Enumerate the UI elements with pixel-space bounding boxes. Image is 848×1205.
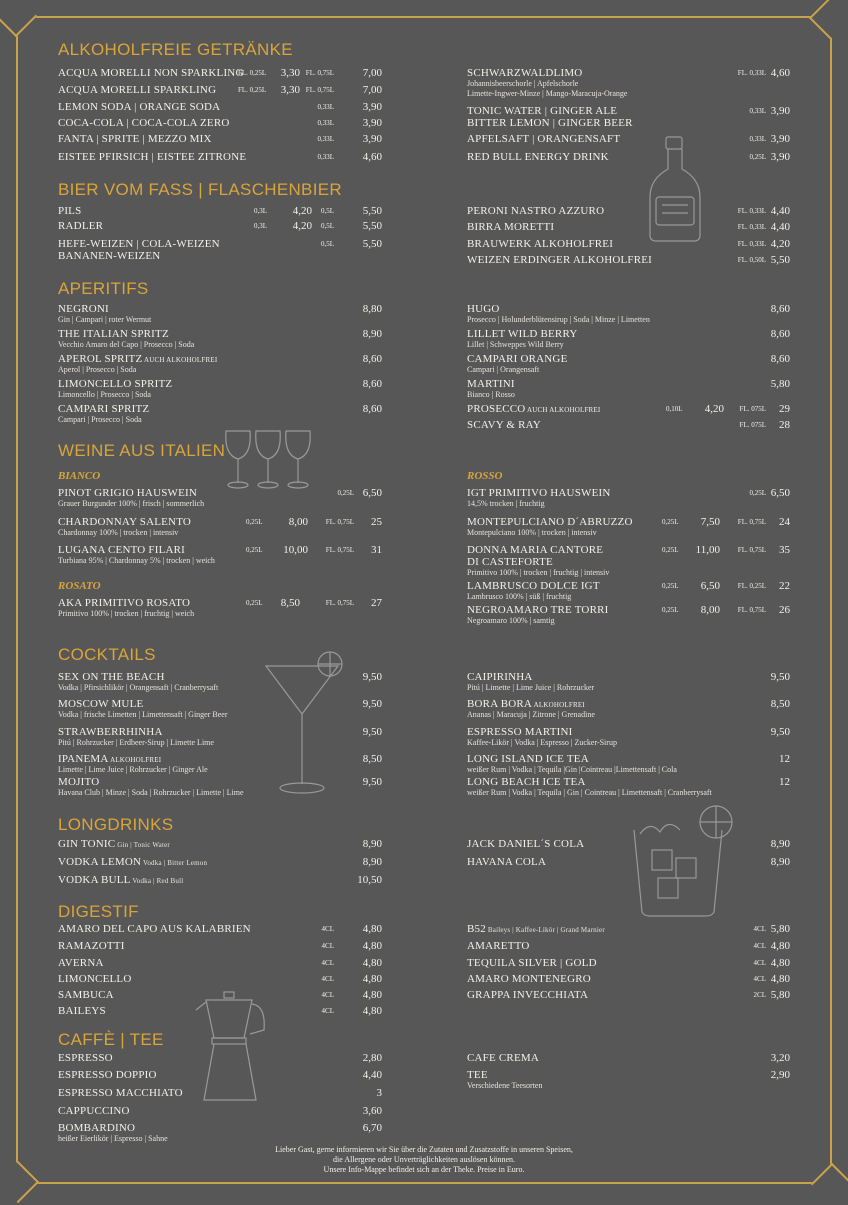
item-name: TEQUILA SILVER | GOLD — [467, 957, 597, 969]
price: 12 — [779, 753, 790, 765]
item-description: Vecchio Amaro del Capo | Prosecco | Soda — [58, 340, 195, 349]
price: 4,20 — [292, 205, 312, 217]
price: 31 — [371, 544, 382, 556]
item-name: APFELSAFT | ORANGENSAFT — [467, 133, 621, 145]
price: 8,90 — [770, 856, 790, 868]
price: 4,80 — [362, 940, 382, 952]
price: 4,80 — [770, 973, 790, 985]
volume: 0,3L — [254, 222, 268, 230]
item-name: MOSCOW MULE — [58, 698, 144, 710]
item-name: AVERNA — [58, 957, 104, 969]
item-name: HEFE-WEIZEN | COLA-WEIZEN — [58, 238, 220, 250]
tumbler-glass-illustration — [630, 800, 736, 920]
volume: 0,25L — [246, 546, 263, 554]
volume: FL. 0,75L — [325, 599, 354, 607]
price: 4,80 — [770, 957, 790, 969]
volume: FL. 0,33L — [737, 69, 766, 77]
section-heading: COCKTAILS — [58, 645, 156, 664]
price: 5,80 — [770, 989, 790, 1001]
item-name: GRAPPA INVECCHIATA — [467, 989, 589, 1001]
price: 5,50 — [362, 238, 382, 250]
item-name: GIN TONIC Gin | Tonic Water — [58, 838, 170, 850]
volume: 4CL — [321, 925, 334, 933]
item-description: Chardonnay 100% | trocken | intensiv — [58, 528, 179, 537]
price: 8,00 — [288, 516, 308, 528]
volume: FL. 0,75L — [737, 546, 766, 554]
item-name: PROSECCO AUCH ALKOHOLFREI — [467, 403, 601, 415]
item-inline-description: Baileys | Kaffee-Likör | Grand Marnier — [485, 926, 605, 934]
price: 5,80 — [770, 923, 790, 935]
item-description: Limette | Lime Juice | Rohrzucker | Ginger Ale — [58, 765, 208, 774]
price: 28 — [779, 419, 790, 431]
item-name: SCAVY & RAY — [467, 419, 541, 431]
item-description: weißer Rum | Vodka | Tequila |Gin |Cointreau |Limettensaft | Cola — [467, 765, 677, 774]
price: 4,80 — [362, 957, 382, 969]
item-name: WEIZEN ERDINGER ALKOHOLFREI — [467, 254, 653, 266]
price: 3,90 — [362, 101, 382, 113]
price: 4,80 — [362, 973, 382, 985]
volume: FL. 0,75L — [737, 606, 766, 614]
item-name: CAPPUCCINO — [58, 1105, 130, 1117]
price: 4,60 — [770, 67, 790, 79]
item-name: MONTEPULCIANO D´ABRUZZO — [467, 516, 633, 528]
price: 4,80 — [770, 940, 790, 952]
price: 4,40 — [362, 1069, 382, 1081]
item-name: CHARDONNAY SALENTO — [58, 516, 192, 528]
item-name: COCA-COLA | COCA-COLA ZERO — [58, 117, 230, 129]
item-description: Primitivo 100% | trocken | fruchtig | intensiv — [467, 568, 610, 577]
item-name: LIMONCELLO — [58, 973, 132, 985]
price: 8,00 — [700, 604, 720, 616]
volume: 0,33L — [317, 103, 334, 111]
item-description: Turbiana 95% | Chardonnay 5% | trocken | weich — [58, 556, 215, 565]
volume: 0,25L — [246, 518, 263, 526]
item-tag: ALKOHOLFREI — [532, 701, 585, 709]
item-name: TEE — [467, 1069, 488, 1081]
price: 8,60 — [770, 303, 790, 315]
volume: FL. 075L — [739, 421, 766, 429]
item-description: Negroamaro 100% | samtig — [467, 616, 555, 625]
price: 12 — [779, 776, 790, 788]
volume: FL. 0,33L — [737, 223, 766, 231]
moka-pot-illustration — [192, 990, 270, 1105]
volume: 0,3L — [254, 207, 268, 215]
price: 2,90 — [770, 1069, 790, 1081]
volume: FL. 0,75L — [305, 86, 334, 94]
section-heading: ALKOHOLFREIE GETRÄNKE — [58, 40, 293, 59]
item-name: LONG ISLAND ICE TEA — [467, 753, 589, 765]
volume: 4CL — [321, 975, 334, 983]
price: 22 — [779, 580, 790, 592]
item-name: HUGO — [467, 303, 500, 315]
subsection-heading: BIANCO — [58, 470, 101, 482]
item-description: 14,5% trocken | fruchtig — [467, 499, 545, 508]
allergen-note: Unsere Info-Mappe befindet sich an der Theke. Preise in Euro. — [323, 1165, 525, 1174]
price: 7,00 — [362, 84, 382, 96]
item-name: RED BULL ENERGY DRINK — [467, 151, 609, 163]
item-name: BANANEN-WEIZEN — [58, 250, 161, 262]
item-name: APEROL SPRITZ AUCH ALKOHOLFREI — [58, 353, 218, 365]
price: 2,80 — [362, 1052, 382, 1064]
item-name: MARTINI — [467, 378, 515, 390]
item-name: JACK DANIEL´S COLA — [467, 838, 585, 850]
bottle-illustration — [640, 135, 710, 245]
price: 6,50 — [700, 580, 720, 592]
item-name: LEMON SODA | ORANGE SODA — [58, 101, 221, 113]
item-name: BIRRA MORETTI — [467, 221, 555, 233]
volume: 4CL — [321, 1007, 334, 1015]
volume: 4CL — [753, 975, 766, 983]
volume: 0,25L — [337, 489, 354, 497]
item-name: STRAWBERRHINHA — [58, 726, 163, 738]
item-name: VODKA BULL Vodka | Red Bull — [58, 874, 184, 886]
item-description: Primitivo 100% | trocken | fruchtig | weich — [58, 609, 195, 618]
price: 4,20 — [770, 238, 790, 250]
item-name: SAMBUCA — [58, 989, 114, 1001]
volume: 4CL — [321, 942, 334, 950]
item-name: SEX ON THE BEACH — [58, 671, 165, 683]
volume: 4CL — [321, 959, 334, 967]
volume: 0,25L — [749, 153, 766, 161]
volume: 4CL — [753, 959, 766, 967]
wine-glasses-illustration — [222, 425, 317, 493]
item-name: NEGROAMARO TRE TORRI — [467, 604, 609, 616]
item-description: Vodka | Pfirsichlikör | Orangensaft | Cranberrysaft — [58, 683, 219, 692]
item-name: HAVANA COLA — [467, 856, 547, 868]
price: 4,60 — [362, 151, 382, 163]
price: 3,20 — [770, 1052, 790, 1064]
price: 11,00 — [695, 544, 720, 556]
item-name: ACQUA MORELLI SPARKLING — [58, 84, 217, 96]
price: 26 — [779, 604, 790, 616]
item-description: Limette-Ingwer-Minze | Mango-Maracuja-Orange — [467, 89, 628, 98]
item-name: FANTA | SPRITE | MEZZO MIX — [58, 133, 212, 145]
price: 25 — [371, 516, 382, 528]
price: 3,90 — [770, 133, 790, 145]
item-description: Campari | Orangensaft — [467, 365, 540, 374]
item-name: IPANEMA ALKOHOLFREI — [58, 753, 162, 765]
item-inline-description: Gin | Tonic Water — [115, 841, 170, 849]
volume: 0,33L — [317, 135, 334, 143]
item-name: BITTER LEMON | GINGER BEER — [467, 117, 633, 129]
item-name: LAMBRUSCO DOLCE IGT — [467, 580, 600, 592]
item-name: PILS — [58, 205, 82, 217]
item-description: Limoncello | Prosecco | Soda — [58, 390, 151, 399]
item-name: PINOT GRIGIO HAUSWEIN — [58, 487, 198, 499]
volume: 0,33L — [749, 135, 766, 143]
item-name: CAMPARI SPRITZ — [58, 403, 150, 415]
price: 10,50 — [357, 874, 382, 886]
item-name: ESPRESSO MACCHIATO — [58, 1087, 183, 1099]
price: 3,60 — [362, 1105, 382, 1117]
volume: 0,10L — [666, 405, 683, 413]
item-name: PERONI NASTRO AZZURO — [467, 205, 605, 217]
volume: FL. 0,75L — [305, 69, 334, 77]
price: 8,60 — [770, 353, 790, 365]
item-description: Gin | Campari | roter Wermut — [58, 315, 152, 324]
volume: FL. 0,25L — [238, 69, 267, 77]
volume: 0,5L — [320, 240, 334, 248]
price: 5,50 — [362, 220, 382, 232]
volume: 4CL — [321, 991, 334, 999]
price: 5,50 — [770, 254, 790, 266]
item-description: Kaffee-Likör | Vodka | Espresso | Zucker-Sirup — [467, 738, 617, 747]
volume: 4CL — [753, 925, 766, 933]
item-description: heißer Eierlikör | Espresso | Sahne — [58, 1134, 168, 1143]
volume: 0,33L — [749, 107, 766, 115]
item-name: RAMAZOTTI — [58, 940, 125, 952]
price: 9,50 — [770, 671, 790, 683]
item-name: ESPRESSO — [58, 1052, 113, 1064]
price: 4,80 — [362, 1005, 382, 1017]
item-tag: AUCH ALKOHOLFREI — [525, 406, 601, 414]
price: 3,90 — [362, 117, 382, 129]
price: 8,50 — [362, 753, 382, 765]
volume: FL. 0,75L — [325, 546, 354, 554]
section-heading: APERITIFS — [58, 279, 149, 298]
price: 8,50 — [280, 597, 300, 609]
price: 6,50 — [362, 487, 382, 499]
price: 27 — [371, 597, 382, 609]
item-description: Bianco | Rosso — [467, 390, 515, 399]
item-name: CAFE CREMA — [467, 1052, 539, 1064]
item-name: CAMPARI ORANGE — [467, 353, 568, 365]
price: 8,60 — [362, 353, 382, 365]
price: 8,80 — [362, 303, 382, 315]
item-name: IGT PRIMITIVO HAUSWEIN — [467, 487, 611, 499]
price: 9,50 — [362, 671, 382, 683]
item-name: DI CASTEFORTE — [467, 556, 553, 568]
section-heading: BIER VOM FASS | FLASCHENBIER — [58, 180, 342, 199]
item-name: ESPRESSO MARTINI — [467, 726, 573, 738]
section-heading: DIGESTIF — [58, 902, 139, 921]
volume: 0,25L — [749, 489, 766, 497]
section-heading: LONGDRINKS — [58, 815, 174, 834]
volume: 0,5L — [320, 222, 334, 230]
price: 8,60 — [362, 403, 382, 415]
item-description: Montepulciano 100% | trocken | intensiv — [467, 528, 597, 537]
item-tag: AUCH ALKOHOLFREI — [142, 356, 218, 364]
section-heading: CAFFÈ | TEE — [58, 1030, 164, 1049]
volume: FL. 0,25L — [238, 86, 267, 94]
price: 6,50 — [770, 487, 790, 499]
item-description: Campari | Prosecco | Soda — [58, 415, 142, 424]
volume: 0,5L — [320, 207, 334, 215]
price: 5,80 — [770, 378, 790, 390]
price: 4,40 — [770, 221, 790, 233]
item-name: TONIC WATER | GINGER ALE — [467, 105, 618, 117]
price: 8,60 — [770, 328, 790, 340]
item-description: Johannisbeerschorle | Apfelschorle — [467, 79, 579, 88]
item-description: Pitú | Limette | Lime Juice | Rohrzucker — [467, 683, 595, 692]
price: 7,50 — [700, 516, 720, 528]
price: 3,90 — [770, 151, 790, 163]
price: 3 — [376, 1087, 382, 1099]
price: 9,50 — [362, 698, 382, 710]
volume: 2CL — [753, 991, 766, 999]
price: 6,70 — [362, 1122, 382, 1134]
item-name: CAIPIRINHA — [467, 671, 533, 683]
price: 9,50 — [362, 726, 382, 738]
item-description: Vodka | frische Limetten | Limettensaft | Ginger Beer — [58, 710, 228, 719]
martini-glass-illustration — [262, 648, 354, 796]
allergen-note: Lieber Gast, gerne informieren wir Sie über die Zutaten und Zusatzstoffe in unseren Speisen, — [275, 1145, 573, 1154]
volume: FL. 0,75L — [737, 518, 766, 526]
item-name: BOMBARDINO — [58, 1122, 136, 1134]
volume: 0,25L — [662, 582, 679, 590]
price: 4,80 — [362, 989, 382, 1001]
item-description: Lillet | Schweppes Wild Berry — [467, 340, 564, 349]
price: 3,90 — [362, 133, 382, 145]
item-description: Pitú | Rohrzucker | Erdbeer-Sirup | Limette Lime — [58, 738, 214, 747]
item-description: Verschiedene Teesorten — [467, 1081, 543, 1090]
item-name: BAILEYS — [58, 1005, 106, 1017]
volume: FL. 075L — [739, 405, 766, 413]
price: 3,90 — [770, 105, 790, 117]
item-name: BRAUWERK ALKOHOLFREI — [467, 238, 614, 250]
item-name: THE ITALIAN SPRITZ — [58, 328, 169, 340]
price: 10,00 — [283, 544, 308, 556]
item-name: AMARO DEL CAPO AUS KALABRIEN — [58, 923, 251, 935]
volume: 0,25L — [662, 606, 679, 614]
price: 9,50 — [770, 726, 790, 738]
price: 8,90 — [362, 838, 382, 850]
volume: 0,25L — [662, 518, 679, 526]
item-name: DONNA MARIA CANTORE — [467, 544, 604, 556]
volume: 4CL — [753, 942, 766, 950]
item-name: AMARO MONTENEGRO — [467, 973, 591, 985]
item-name: AKA PRIMITIVO ROSATO — [58, 597, 191, 609]
volume: FL. 0,25L — [737, 582, 766, 590]
volume: 0,25L — [246, 599, 263, 607]
volume: FL. 0,33L — [737, 207, 766, 215]
price: 9,50 — [362, 776, 382, 788]
item-description: Lambrusco 100% | süß | fruchtig — [467, 592, 572, 601]
volume: 0,25L — [662, 546, 679, 554]
allergen-note: die Allergene oder Unverträglichkeiten auslösen können. — [332, 1155, 515, 1164]
item-description: weißer Rum | Vodka | Tequila | Gin | Cointreau | Limettensaft | Cranberrysaft — [467, 788, 712, 797]
item-name: ESPRESSO DOPPIO — [58, 1069, 157, 1081]
price: 4,40 — [770, 205, 790, 217]
price: 8,90 — [362, 328, 382, 340]
item-inline-description: Vodka | Red Bull — [130, 877, 184, 885]
item-name: EISTEE PFIRSICH | EISTEE ZITRONE — [58, 151, 247, 163]
price: 3,30 — [280, 67, 300, 79]
item-tag: ALKOHOLFREI — [108, 756, 162, 764]
section-heading: WEINE AUS ITALIEN — [58, 441, 226, 460]
subsection-heading: ROSATO — [58, 580, 101, 592]
item-description: Aperol | Prosecco | Soda — [58, 365, 137, 374]
volume: FL. 0,33L — [737, 240, 766, 248]
price: 3,30 — [280, 84, 300, 96]
item-description: Grauer Burgunder 100% | frisch | sommerlich — [58, 499, 205, 508]
item-description: Prosecco | Holunderblütensirup | Soda | Minze | Limetten — [467, 315, 650, 324]
price: 8,90 — [770, 838, 790, 850]
volume: 0,33L — [317, 153, 334, 161]
item-name: LONG BEACH ICE TEA — [467, 776, 586, 788]
item-inline-description: Vodka | Bitter Lemon — [141, 859, 208, 867]
price: 8,60 — [362, 378, 382, 390]
price: 5,50 — [362, 205, 382, 217]
price: 4,20 — [704, 403, 724, 415]
item-name: LIMONCELLO SPRITZ — [58, 378, 173, 390]
price: 35 — [779, 544, 790, 556]
item-name: RADLER — [58, 220, 104, 232]
item-name: VODKA LEMON Vodka | Bitter Lemon — [58, 856, 208, 868]
item-name: B52 Baileys | Kaffee-Likör | Grand Marnier — [467, 923, 605, 935]
item-description: Havana Club | Minze | Soda | Rohrzucker | Limette | Lime — [58, 788, 244, 797]
price: 4,80 — [362, 923, 382, 935]
item-name: LILLET WILD BERRY — [467, 328, 578, 340]
subsection-heading: ROSSO — [467, 470, 503, 482]
price: 8,50 — [770, 698, 790, 710]
item-name: SCHWARZWALDLIMO — [467, 67, 583, 79]
price: 24 — [779, 516, 790, 528]
price: 29 — [779, 403, 790, 415]
item-name: LUGANA CENTO FILARI — [58, 544, 186, 556]
item-name: AMARETTO — [467, 940, 530, 952]
item-name: ACQUA MORELLI NON SPARKLING — [58, 67, 244, 79]
price: 7,00 — [362, 67, 382, 79]
volume: FL. 0,75L — [325, 518, 354, 526]
price: 8,90 — [362, 856, 382, 868]
volume: 0,33L — [317, 119, 334, 127]
item-name: NEGRONI — [58, 303, 109, 315]
item-name: BORA BORA ALKOHOLFREI — [467, 698, 585, 710]
item-name: MOJITO — [58, 776, 100, 788]
item-description: Ananas | Maracuja | Zitrone | Grenadine — [467, 710, 595, 719]
volume: FL. 0,50L — [737, 256, 766, 264]
price: 4,20 — [292, 220, 312, 232]
